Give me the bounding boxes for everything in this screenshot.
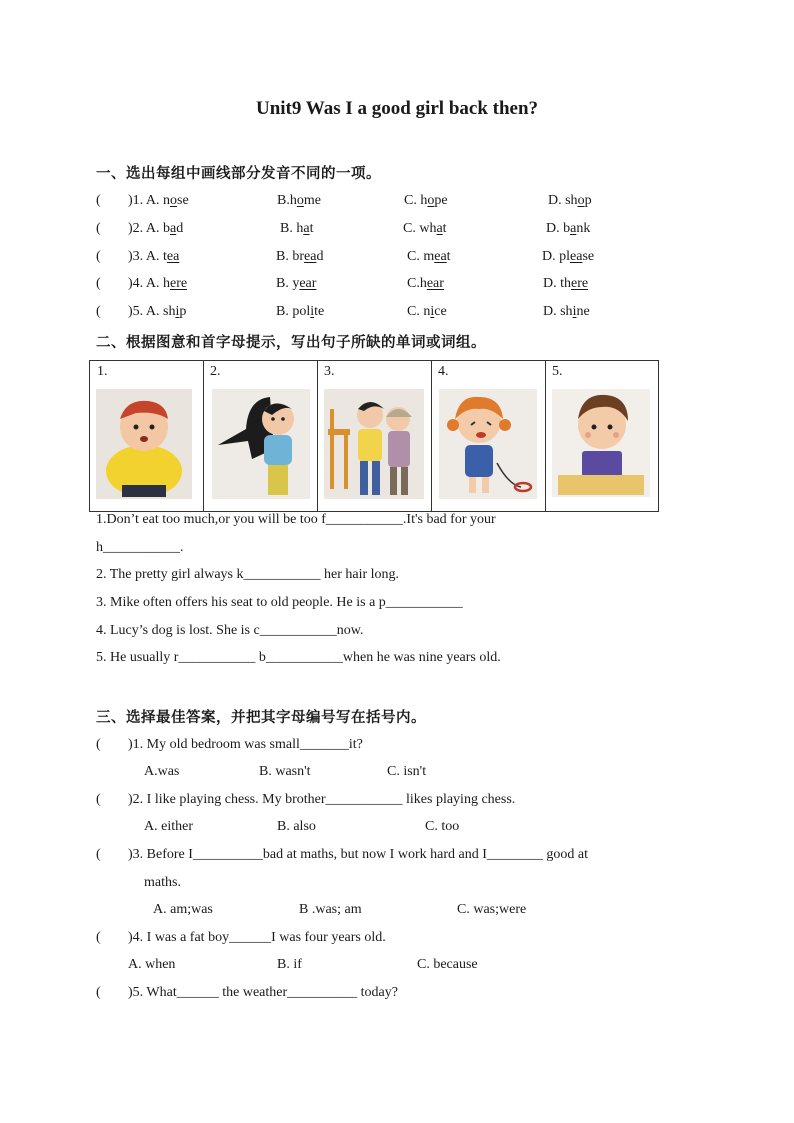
underlined-letters: i bbox=[572, 304, 577, 319]
answer-paren[interactable] bbox=[96, 193, 101, 209]
option-c bbox=[407, 304, 447, 320]
option-text: pe bbox=[434, 193, 448, 208]
option-b bbox=[277, 193, 321, 209]
option-text: C. wh bbox=[403, 221, 437, 236]
option-text: se bbox=[582, 249, 595, 264]
question-1: )1. My old bedroom was small_______it? bbox=[128, 737, 363, 752]
option-d bbox=[548, 193, 592, 209]
underlined-letters: i bbox=[430, 304, 435, 319]
answer-paren[interactable]: ( bbox=[96, 985, 101, 1000]
option-c bbox=[407, 249, 451, 265]
question-4: )4. I was a fat boy______I was four years old. bbox=[128, 930, 386, 945]
underlined-letters: i bbox=[175, 304, 180, 319]
option-text: D. sh bbox=[543, 304, 573, 319]
picture-cell-2 bbox=[203, 361, 318, 511]
underlined-letters: o bbox=[170, 193, 177, 208]
option-text: D. th bbox=[543, 276, 571, 291]
option-c: C. because bbox=[417, 957, 478, 972]
option-a: A. am;was bbox=[153, 902, 213, 917]
option-c: C. too bbox=[425, 819, 460, 834]
option-text: ( bbox=[96, 193, 101, 208]
option-a: A. either bbox=[144, 819, 193, 834]
underlined-letters: ear bbox=[299, 276, 317, 291]
option-text: )2. A. b bbox=[128, 221, 170, 236]
option-text: d bbox=[316, 249, 324, 264]
option-b bbox=[276, 249, 323, 265]
option-b: B. if bbox=[277, 957, 302, 972]
option-text: t bbox=[442, 221, 447, 236]
fill-sentence-2: 2. The pretty girl always k___________ her hair long. bbox=[96, 567, 400, 582]
picture-number: 4. bbox=[438, 364, 449, 379]
picture-number: 3. bbox=[324, 364, 335, 379]
option-b bbox=[280, 221, 313, 237]
option-text: )5. A. sh bbox=[128, 304, 176, 319]
option-text: B. y bbox=[276, 276, 300, 291]
option-text: ce bbox=[434, 304, 447, 319]
option-c bbox=[407, 276, 444, 292]
underlined-letters: ea bbox=[570, 249, 583, 264]
option-b bbox=[276, 304, 324, 320]
underlined-letters: o bbox=[577, 193, 585, 208]
answer-paren[interactable]: ( bbox=[96, 847, 101, 862]
picture-number: 5. bbox=[552, 364, 563, 379]
option-text: p bbox=[584, 193, 592, 208]
underlined-letters: o bbox=[427, 193, 435, 208]
option-c bbox=[403, 221, 447, 237]
picture-cell-1 bbox=[90, 361, 204, 511]
option-text: C. h bbox=[404, 193, 428, 208]
option-a: A.was bbox=[144, 764, 180, 779]
option-d bbox=[546, 221, 590, 237]
picture-cell-5 bbox=[545, 361, 658, 511]
question-3: )3. Before I__________bad at maths, but now I work hard and I________ good at bbox=[128, 847, 588, 862]
picture-number: 2. bbox=[210, 364, 221, 379]
option-text: C. m bbox=[407, 249, 435, 264]
section2-heading: 二、根据图意和首字母提示，写出句子所缺的单词或词组。 bbox=[96, 335, 486, 351]
question-3-cont: maths. bbox=[144, 875, 181, 890]
option-text: t bbox=[309, 221, 314, 236]
option-text: D. b bbox=[546, 221, 571, 236]
option-b: B. wasn't bbox=[259, 764, 311, 779]
fill-sentence-4: 4. Lucy’s dog is lost. She is c___________now. bbox=[96, 623, 364, 638]
option-text: C.h bbox=[407, 276, 427, 291]
option-a bbox=[128, 193, 189, 209]
underlined-letters: ea bbox=[304, 249, 317, 264]
option-text: D. pl bbox=[542, 249, 570, 264]
option-text: B.h bbox=[277, 193, 297, 208]
underlined-letters: a bbox=[170, 221, 177, 236]
option-text: ( bbox=[96, 221, 101, 236]
option-text: B. h bbox=[280, 221, 304, 236]
answer-paren[interactable] bbox=[96, 276, 101, 292]
option-text: D. sh bbox=[548, 193, 578, 208]
fill-sentence-5: 5. He usually r___________ b___________when he was nine years old. bbox=[96, 650, 501, 665]
fill-sentence-3: 3. Mike often offers his seat to old people. He is a p___________ bbox=[96, 595, 463, 610]
answer-paren[interactable] bbox=[96, 304, 101, 320]
fill-sentence-1: 1.Don’t eat too much,or you will be too f___________.It's bad for your bbox=[96, 512, 496, 527]
fat-boy-picture bbox=[96, 389, 192, 499]
underlined-letters: ea bbox=[434, 249, 447, 264]
option-a: A. when bbox=[128, 957, 176, 972]
reading-boy-picture bbox=[552, 389, 650, 497]
underlined-letters: a bbox=[303, 221, 310, 236]
option-text: te bbox=[314, 304, 325, 319]
option-text: ne bbox=[576, 304, 590, 319]
question-5: )5. What______ the weather__________ today? bbox=[128, 985, 398, 1000]
option-b: B. also bbox=[277, 819, 316, 834]
crying-girl-picture bbox=[439, 389, 537, 499]
option-text: t bbox=[446, 249, 451, 264]
option-text: p bbox=[179, 304, 187, 319]
underlined-letters: ear bbox=[426, 276, 444, 291]
option-text: nk bbox=[576, 221, 591, 236]
option-a bbox=[128, 304, 186, 320]
option-text: se bbox=[177, 193, 189, 208]
section1-heading: 一、选出每组中画线部分发音不同的一项。 bbox=[96, 166, 381, 182]
underlined-letters: i bbox=[310, 304, 315, 319]
option-b bbox=[276, 276, 316, 292]
option-a bbox=[128, 221, 183, 237]
underlined-letters: ere bbox=[571, 276, 589, 291]
underlined-letters: a bbox=[436, 221, 443, 236]
section3-heading: 三、选择最佳答案，并把其字母编号写在括号内。 bbox=[96, 710, 426, 726]
option-b: B .was; am bbox=[299, 902, 362, 917]
option-text: )4. A. h bbox=[128, 276, 170, 291]
option-c bbox=[404, 193, 448, 209]
underlined-letters: ea bbox=[166, 249, 180, 264]
picture-number: 1. bbox=[97, 364, 108, 379]
option-text: me bbox=[303, 193, 321, 208]
answer-paren[interactable]: ( bbox=[96, 792, 101, 807]
answer-paren[interactable] bbox=[96, 249, 101, 265]
option-text: B. pol bbox=[276, 304, 311, 319]
answer-paren[interactable]: ( bbox=[96, 737, 101, 752]
answer-paren[interactable]: ( bbox=[96, 930, 101, 945]
picture-cell-3 bbox=[317, 361, 432, 511]
option-d bbox=[543, 304, 590, 320]
option-c: C. isn't bbox=[387, 764, 427, 779]
offer-seat-picture bbox=[324, 389, 424, 499]
fill-sentence-1-cont: h___________. bbox=[96, 540, 184, 555]
option-text: ( bbox=[96, 276, 101, 291]
answer-paren[interactable] bbox=[96, 221, 101, 237]
option-a bbox=[128, 249, 179, 265]
option-text: d bbox=[176, 221, 184, 236]
underlined-letters: o bbox=[296, 193, 304, 208]
underlined-letters: ere bbox=[170, 276, 188, 291]
picture-table bbox=[89, 360, 659, 512]
question-2: )2. I like playing chess. My brother___________ likes playing chess. bbox=[128, 792, 516, 807]
option-text: )3. A. t bbox=[128, 249, 167, 264]
option-text: B. br bbox=[276, 249, 304, 264]
option-a bbox=[128, 276, 187, 292]
picture-cell-4 bbox=[431, 361, 546, 511]
underlined-letters: a bbox=[570, 221, 577, 236]
option-text: ( bbox=[96, 249, 101, 264]
option-text: )1. A. n bbox=[128, 193, 170, 208]
option-c: C. was;were bbox=[457, 902, 527, 917]
option-d bbox=[542, 249, 594, 265]
page-title: Unit9 Was I a good girl back then? bbox=[255, 98, 539, 119]
option-text: C. n bbox=[407, 304, 431, 319]
option-text: ( bbox=[96, 304, 101, 319]
long-hair-girl-picture bbox=[212, 389, 310, 499]
option-d bbox=[543, 276, 588, 292]
